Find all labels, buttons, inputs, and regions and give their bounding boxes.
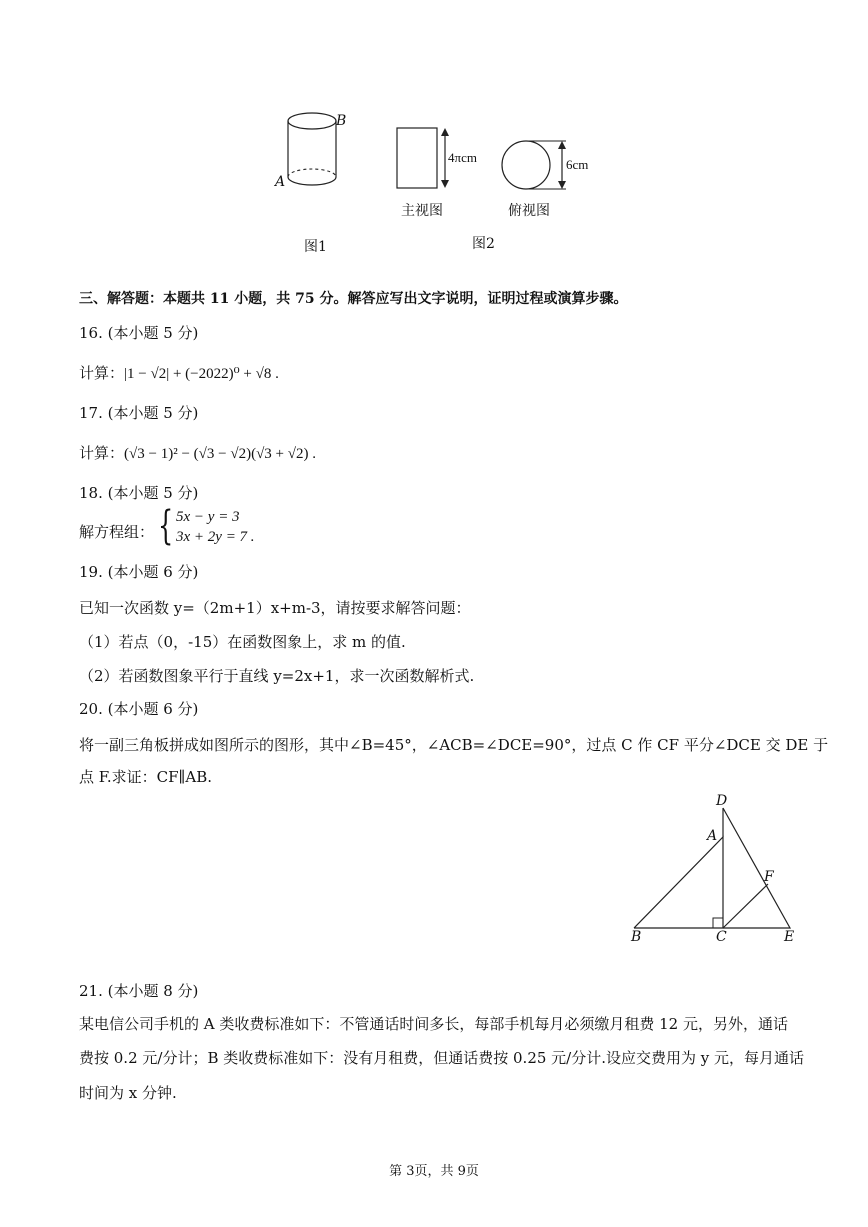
- figure-2-front-view: [395, 125, 455, 195]
- diameter-arrow-bottom: [558, 181, 566, 189]
- q20-triangle-figure: [620, 790, 810, 950]
- top-view-circle: [502, 141, 550, 189]
- cylinder-bottom-back: [288, 169, 336, 177]
- point-f: F: [764, 869, 774, 885]
- point-d: D: [716, 793, 728, 809]
- q16-heading: 16. (本小题 5 分): [79, 324, 199, 342]
- q20-line1: 将一副三角板拼成如图所示的图形，其中∠B=45°，∠ACB=∠DCE=90°，过点 C 作 CF 平分∠DCE 交 DE 于: [79, 736, 829, 754]
- point-c: C: [716, 929, 727, 945]
- q21-heading: 21. (本小题 8 分): [79, 982, 199, 1000]
- fig1-point-b: B: [336, 113, 347, 129]
- page-footer: 第 3页，共 9页: [389, 1164, 479, 1179]
- front-view-caption: 主视图: [401, 203, 443, 219]
- q19-part1: （1）若点（0，-15）在函数图象上，求 m 的值.: [79, 633, 406, 651]
- top-view-caption: 俯视图: [508, 203, 550, 219]
- section-header: 三、解答题：本题共 11 小题，共 75 分。解答应写出文字说明，证明过程或演算步骤。: [79, 291, 628, 307]
- right-angle-mark: [713, 918, 723, 928]
- q20-heading: 20. (本小题 6 分): [79, 700, 199, 718]
- figure-2-top-view: [500, 138, 575, 196]
- q16-prefix: 计算：: [79, 364, 125, 382]
- q21-line3: 时间为 x 分钟.: [79, 1084, 177, 1102]
- figure-2-caption: 图2: [472, 236, 495, 252]
- q16-body: [79, 363, 279, 384]
- q18-equation-1: 5x − y = 3: [176, 509, 240, 525]
- point-b: B: [631, 929, 642, 945]
- q17-prefix: 计算：: [79, 444, 125, 462]
- q17-body: [79, 443, 316, 464]
- height-label: 4πcm: [448, 150, 477, 165]
- triangle-abc: [634, 837, 723, 928]
- height-arrow-bottom: [441, 180, 449, 188]
- point-a: A: [707, 828, 718, 844]
- q19-part2: （2）若函数图象平行于直线 y=2x+1，求一次函数解析式.: [79, 667, 475, 685]
- triangle-dce: [723, 808, 790, 928]
- q18-heading: 18. (本小题 5 分): [79, 484, 199, 502]
- cylinder-bottom-front: [288, 177, 336, 185]
- figure-1-caption: 图1: [304, 239, 327, 255]
- q19-line1: 已知一次函数 y=（2m+1）x+m-3，请按要求解答问题：: [79, 599, 471, 617]
- front-view-rectangle: [397, 128, 437, 188]
- diameter-label: 6cm: [566, 157, 589, 172]
- q18-prefix: 解方程组：: [79, 523, 155, 541]
- point-e: E: [784, 929, 795, 945]
- q20-line2: 点 F.求证：CF∥AB.: [79, 768, 213, 786]
- cylinder-top-ellipse: [288, 113, 336, 129]
- height-arrow-top: [441, 128, 449, 136]
- q17-expression: (√3 − 1)² − (√3 − √2)(√3 + √2) .: [124, 446, 316, 462]
- q21-line2: 费按 0.2 元/分计；B 类收费标准如下：没有月租费，但通话费按 0.25 元/分计.设应交费用为 y 元，每月通话: [79, 1049, 805, 1067]
- q18-equation-2: 3x + 2y = 7 .: [176, 529, 255, 545]
- q19-heading: 19. (本小题 6 分): [79, 563, 199, 581]
- q21-line1: 某电信公司手机的 A 类收费标准如下：不管通话时间多长，每部手机每月必须缴月租费 12 元，另外，通话: [79, 1015, 788, 1033]
- q16-expression: |1 − √2| + (−2022)⁰ + √8 .: [124, 366, 279, 382]
- segment-cf: [723, 884, 768, 928]
- q17-heading: 17. (本小题 5 分): [79, 404, 199, 422]
- fig1-point-a: A: [275, 174, 286, 190]
- diameter-arrow-top: [558, 141, 566, 149]
- q18-brace: {: [158, 503, 174, 549]
